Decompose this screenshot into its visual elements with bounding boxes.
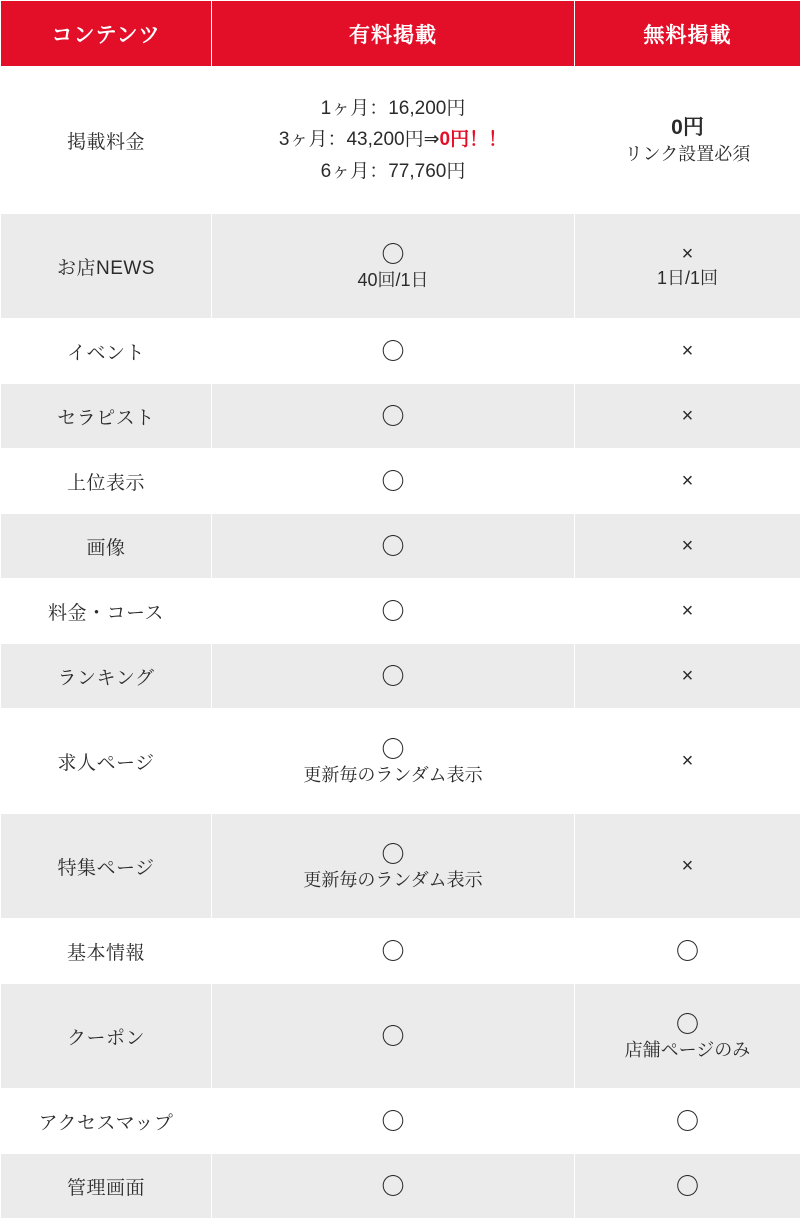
paid-cell (212, 449, 575, 514)
paid-price-cell (212, 67, 575, 214)
cross-icon: × (575, 404, 800, 429)
circle-icon: 〇 (575, 937, 800, 966)
circle-icon: 〇 (575, 1107, 800, 1136)
price-line-6month: 6ヶ月：77,760円 (212, 156, 574, 187)
circle-icon: 〇 (212, 532, 574, 561)
paid-cell (212, 1089, 575, 1154)
price-line-1month: 1ヶ月：16,200円 (212, 93, 574, 124)
free-cell (575, 319, 800, 384)
row-label: セラピスト (1, 384, 212, 449)
circle-icon: 〇 (212, 840, 574, 869)
paid-cell (212, 709, 575, 814)
row-label: クーポン (1, 984, 212, 1089)
table-row (1, 1089, 800, 1154)
circle-icon: 〇 (212, 402, 574, 431)
row-label: アクセスマップ (1, 1089, 212, 1154)
table-row (1, 384, 800, 449)
free-cell (575, 579, 800, 644)
table-header-row (1, 1, 800, 67)
circle-icon: 〇 (212, 597, 574, 626)
table-row (1, 514, 800, 579)
table-row (1, 319, 800, 384)
cross-icon: × (575, 749, 800, 774)
row-label: イベント (1, 319, 212, 384)
paid-cell (212, 579, 575, 644)
circle-icon: 〇 (575, 1010, 800, 1039)
circle-icon: 〇 (575, 1172, 800, 1201)
paid-cell (212, 1154, 575, 1219)
free-cell (575, 1154, 800, 1219)
cell-note: 店舗ページのみ (575, 1039, 800, 1062)
cell-note: 1日/1回 (575, 267, 800, 290)
free-price-condition: リンク設置必須 (575, 142, 800, 166)
price-3month-original: 3ヶ月：43,200円⇒ (279, 129, 440, 150)
table-row (1, 814, 800, 919)
row-label: 上位表示 (1, 449, 212, 514)
circle-icon: 〇 (212, 1107, 574, 1136)
paid-cell (212, 919, 575, 984)
circle-icon: 〇 (212, 240, 574, 269)
free-cell (575, 814, 800, 919)
column-header-content: コンテンツ (1, 1, 212, 67)
cross-icon: × (575, 242, 800, 267)
paid-cell (212, 814, 575, 919)
table-header (1, 1, 800, 67)
free-cell (575, 644, 800, 709)
paid-cell (212, 384, 575, 449)
circle-icon: 〇 (212, 467, 574, 496)
table-row (1, 67, 800, 214)
cell-note: 40回/1日 (212, 269, 574, 292)
free-cell (575, 984, 800, 1089)
row-label: 特集ページ (1, 814, 212, 919)
row-label: 画像 (1, 514, 212, 579)
free-price-cell (575, 67, 800, 214)
column-header-paid: 有料掲載 (212, 1, 575, 67)
free-cell (575, 384, 800, 449)
free-cell (575, 449, 800, 514)
circle-icon: 〇 (212, 1022, 574, 1051)
circle-icon: 〇 (212, 735, 574, 764)
paid-cell (212, 514, 575, 579)
row-label: ランキング (1, 644, 212, 709)
row-label: 掲載料金 (1, 67, 212, 214)
column-header-free: 無料掲載 (575, 1, 800, 67)
table-row (1, 214, 800, 319)
row-label: 基本情報 (1, 919, 212, 984)
paid-cell (212, 214, 575, 319)
table-row (1, 1154, 800, 1219)
row-label: 求人ページ (1, 709, 212, 814)
table-row (1, 984, 800, 1089)
paid-cell (212, 984, 575, 1089)
cross-icon: × (575, 469, 800, 494)
paid-cell (212, 644, 575, 709)
cross-icon: × (575, 664, 800, 689)
free-price-amount: 0円 (575, 114, 800, 142)
table-row (1, 579, 800, 644)
table-row (1, 709, 800, 814)
cross-icon: × (575, 339, 800, 364)
cross-icon: × (575, 854, 800, 879)
circle-icon: 〇 (212, 1172, 574, 1201)
cross-icon: × (575, 534, 800, 559)
free-cell (575, 919, 800, 984)
circle-icon: 〇 (212, 937, 574, 966)
row-label: お店NEWS (1, 214, 212, 319)
price-3month-discount: 0円！！ (440, 129, 508, 150)
cross-icon: × (575, 599, 800, 624)
table-body (1, 67, 800, 1219)
free-cell (575, 1089, 800, 1154)
table-row (1, 644, 800, 709)
circle-icon: 〇 (212, 662, 574, 691)
row-label: 料金・コース (1, 579, 212, 644)
price-line-3month (212, 124, 574, 155)
table-row (1, 449, 800, 514)
cell-note: 更新毎のランダム表示 (212, 764, 574, 787)
circle-icon: 〇 (212, 337, 574, 366)
cell-note: 更新毎のランダム表示 (212, 869, 574, 892)
free-cell (575, 709, 800, 814)
free-cell (575, 214, 800, 319)
row-label: 管理画面 (1, 1154, 212, 1219)
free-cell (575, 514, 800, 579)
paid-cell (212, 319, 575, 384)
table-row (1, 919, 800, 984)
